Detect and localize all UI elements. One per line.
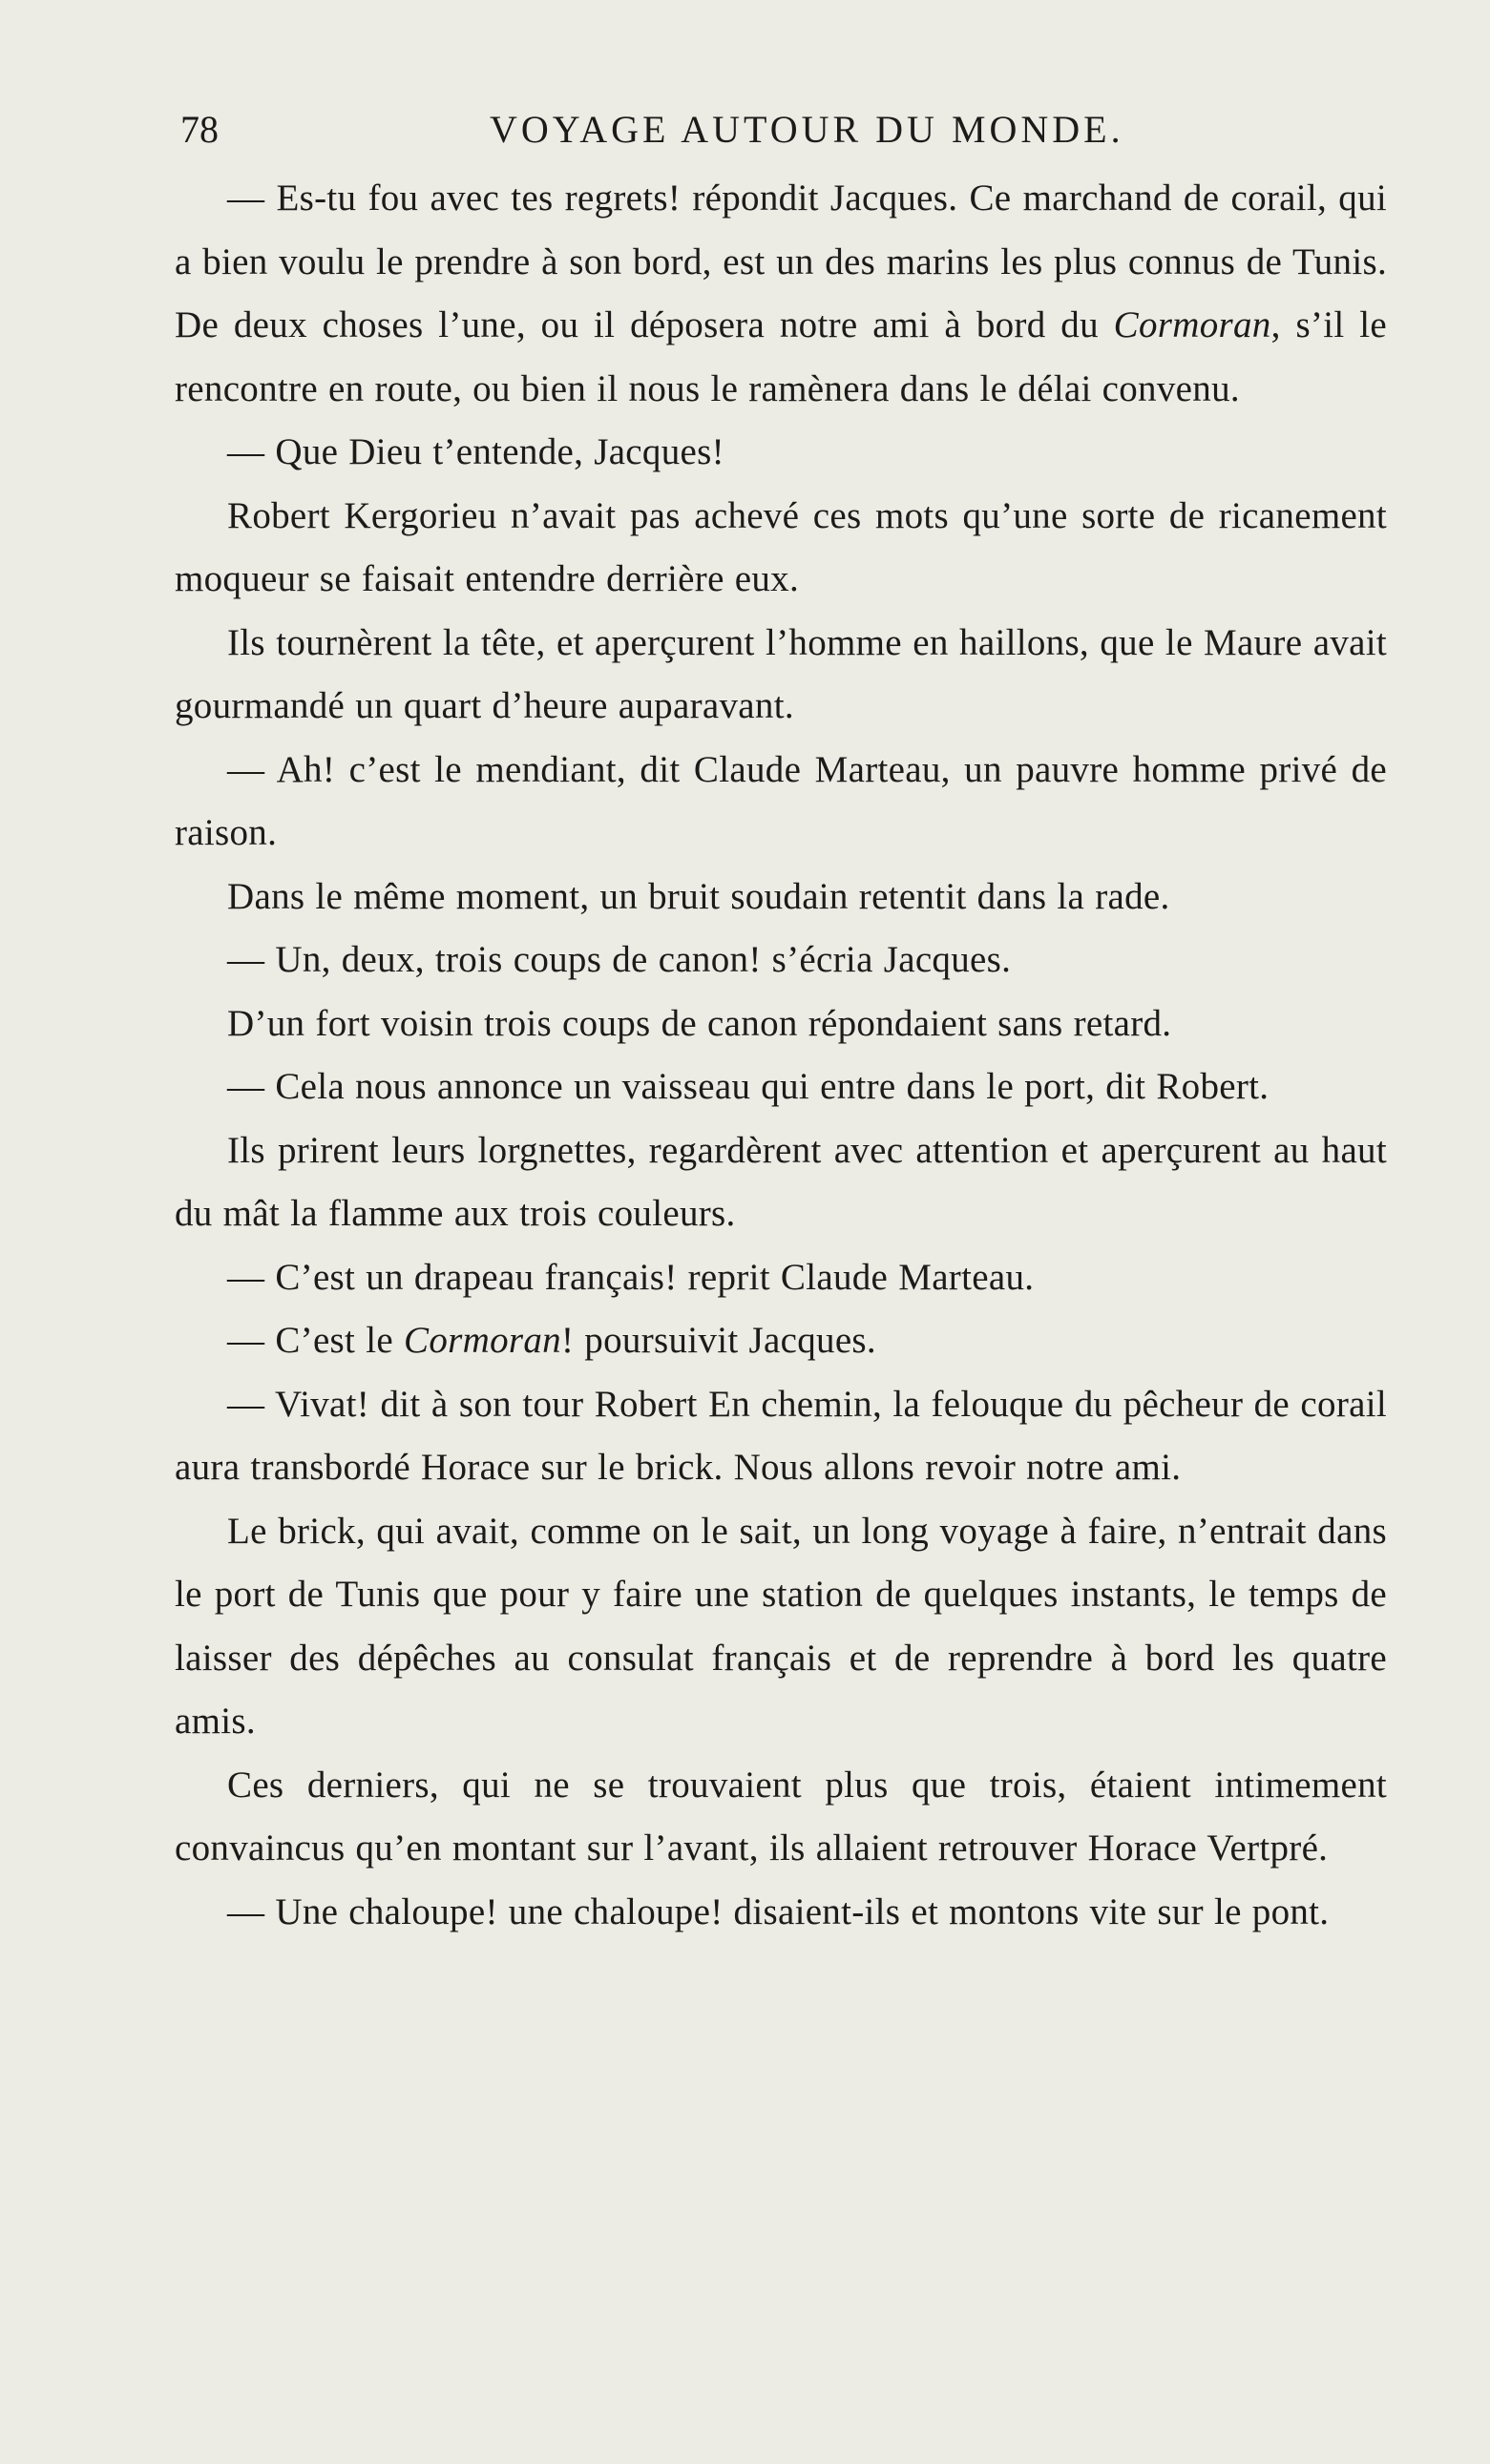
paragraph: Robert Kergorieu n’avait pas achevé ces mots qu’une sorte de ricanement moqueur se faisait entendre derrière eux. xyxy=(175,494,1387,599)
running-title: VOYAGE AUTOUR DU MONDE. xyxy=(490,108,1124,151)
paragraph: Ces derniers, qui ne se trouvaient plus que trois, étaient intimement convaincus qu’en montant sur l’avant, ils allaient retrouver Horace Vertpré. xyxy=(175,1764,1387,1869)
paragraph: Ils tournèrent la tête, et aperçurent l’homme en haillons, que le Maure avait gourmandé un quart d’heure auparavant. xyxy=(175,621,1387,726)
page-number: 78 xyxy=(180,108,219,151)
paragraph: — Un, deux, trois coups de canon! s’écria Jacques. xyxy=(227,939,1012,980)
paragraph: — C’est le Cormoran! poursuivit Jacques. xyxy=(227,1320,876,1361)
ship-name: Cormoran xyxy=(1113,304,1271,345)
paragraph: Le brick, qui avait, comme on le sait, un long voyage à faire, n’entrait dans le port de Tunis que pour y faire une station de quelques instants, le temps de laisser des dépêches au consulat français et de reprendre à bord les quatre amis. xyxy=(175,1510,1387,1742)
paragraph: — Vivat! dit à son tour Robert En chemin, la felouque du pêcheur de corail aura transbordé Horace sur le brick. Nous allons revoir notre ami. xyxy=(175,1383,1387,1488)
paragraph: Dans le même moment, un bruit soudain retentit dans la rade. xyxy=(227,875,1170,917)
paragraph: — Ah! c’est le mendiant, dit Claude Marteau, un pauvre homme privé de raison. xyxy=(175,748,1387,853)
page-header xyxy=(175,100,1387,159)
paragraph: Ils prirent leurs lorgnettes, regardèrent avec attention et aperçurent au haut du mât la flamme aux trois couleurs. xyxy=(175,1129,1387,1234)
paragraph: — C’est un drapeau français! reprit Claude Marteau. xyxy=(227,1256,1035,1298)
book-page xyxy=(175,100,1387,1944)
ship-name: Cormoran xyxy=(404,1320,561,1361)
paragraph: — Que Dieu t’entende, Jacques! xyxy=(227,431,724,472)
paragraph: — Es-tu fou avec tes regrets! répondit Jacques. Ce marchand de corail, qui a bien voulu le prendre à son bord, est un des marins les plus connus de Tunis. De deux choses l’une, ou il déposera notre ami à bord du Cormoran, s’il le rencontre en route, ou bien il nous le ramènera dans le délai convenu. xyxy=(175,177,1387,409)
paragraph: — Cela nous annonce un vaisseau qui entre dans le port, dit Robert. xyxy=(227,1066,1270,1107)
paragraph: — Une chaloupe! une chaloupe! disaient-ils et montons vite sur le pont. xyxy=(227,1890,1330,1932)
body-text xyxy=(175,167,1387,1944)
paragraph: D’un fort voisin trois coups de canon répondaient sans retard. xyxy=(227,1002,1172,1044)
